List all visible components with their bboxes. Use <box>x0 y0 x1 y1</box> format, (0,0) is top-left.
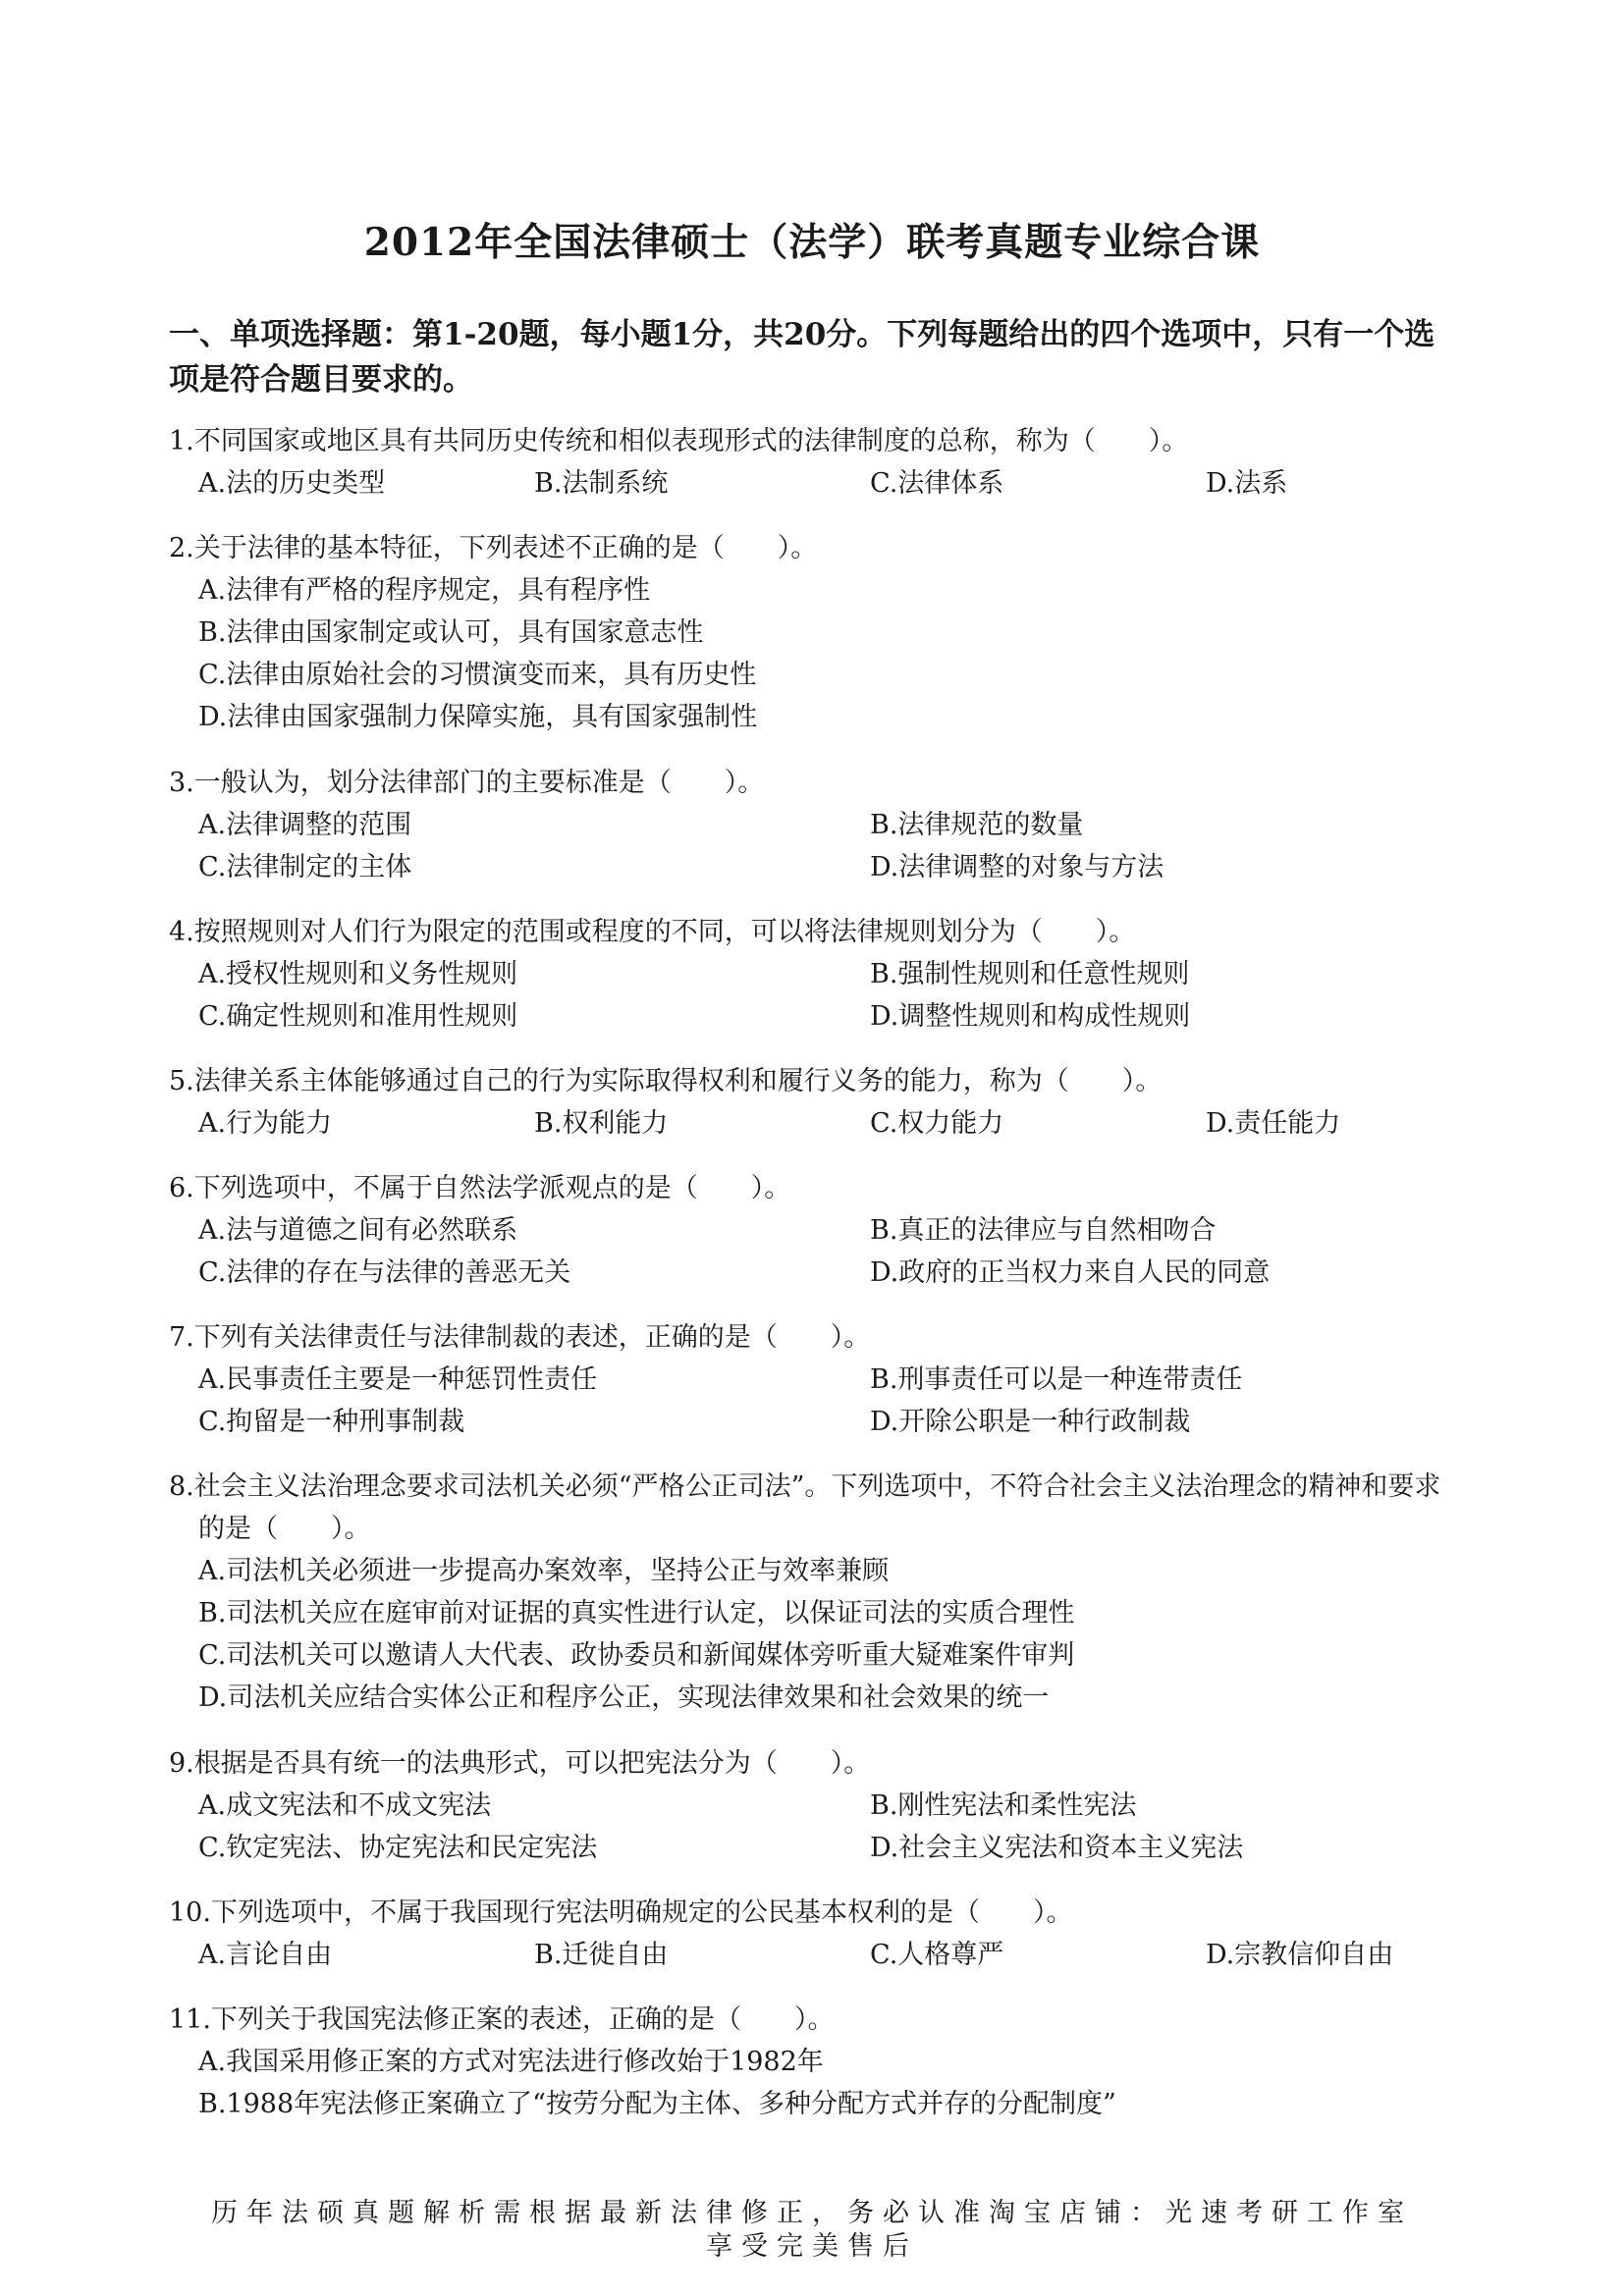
option-b: B.真正的法律应与自然相吻合 <box>870 1215 1217 1246</box>
option-d: D.法律调整的对象与方法 <box>870 852 1164 882</box>
footer-notice <box>0 2197 1624 2264</box>
option-a: A.言论自由 <box>198 1940 333 1970</box>
option-c: C.法律由原始社会的习惯演变而来，具有历史性 <box>198 660 757 690</box>
option-d: D.开除公职是一种行政制裁 <box>870 1407 1191 1437</box>
question-stem: 4.按照规则对人们行为限定的范围或程度的不同，可以将法律规则划分为（ ）。 <box>169 917 1136 947</box>
question-stem: 2.关于法律的基本特征，下列表述不正确的是（ ）。 <box>169 533 818 563</box>
question-3 <box>169 762 1475 888</box>
question-11 <box>169 1999 1475 2125</box>
option-list <box>169 953 1475 1038</box>
question-10 <box>169 1892 1475 1976</box>
option-a: A.授权性规则和义务性规则 <box>198 959 518 989</box>
option-list <box>169 569 1475 738</box>
question-4 <box>169 911 1475 1038</box>
question-stem: 9.根据是否具有统一的法典形式，可以把宪法分为（ ）。 <box>169 1748 871 1779</box>
question-6 <box>169 1167 1475 1294</box>
option-d: D.社会主义宪法和资本主义宪法 <box>870 1833 1244 1863</box>
question-stem: 5.法律关系主体能够通过自己的行为实际取得权利和履行义务的能力，称为（ ）。 <box>169 1066 1163 1096</box>
option-a: A.民事责任主要是一种惩罚性责任 <box>198 1364 598 1395</box>
option-list <box>169 1359 1475 1443</box>
option-c: C.法律体系 <box>870 468 1004 499</box>
option-list <box>169 1785 1475 1869</box>
question-stem: 1.不同国家或地区具有共同历史传统和相似表现形式的法律制度的总称，称为（ ）。 <box>169 426 1189 456</box>
question-stem: 10.下列选项中，不属于我国现行宪法明确规定的公民基本权利的是（ ）。 <box>169 1897 1073 1928</box>
option-list <box>169 462 1475 505</box>
option-c: C.法律的存在与法律的善恶无关 <box>198 1257 571 1288</box>
question-stem: 8.社会主义法治理念要求司法机关必须“严格公正司法”。下列选项中，不符合社会主义法治理念的精神和要求的是（ ）。 <box>169 1471 1441 1544</box>
option-list <box>169 1102 1475 1145</box>
option-c: C.确定性规则和准用性规则 <box>198 1001 518 1032</box>
option-list <box>169 1209 1475 1294</box>
option-d: D.调整性规则和构成性规则 <box>870 1001 1191 1032</box>
page-title: 2012年全国法律硕士（法学）联考真题专业综合课 <box>363 220 1261 265</box>
option-c: C.钦定宪法、协定宪法和民定宪法 <box>198 1833 598 1863</box>
option-list <box>169 2041 1475 2125</box>
question-5 <box>169 1060 1475 1145</box>
option-c: C.法律制定的主体 <box>198 852 412 882</box>
option-list <box>169 1550 1465 1719</box>
question-9 <box>169 1742 1475 1869</box>
option-c: C.人格尊严 <box>870 1940 1004 1970</box>
option-list <box>169 1934 1475 1976</box>
question-stem: 11.下列关于我国宪法修正案的表述，正确的是（ ）。 <box>169 2004 835 2035</box>
option-c: C.权力能力 <box>870 1108 1004 1139</box>
option-b: B.刑事责任可以是一种连带责任 <box>870 1364 1243 1395</box>
question-8 <box>169 1466 1465 1719</box>
option-b: B.法律由国家制定或认可，具有国家意志性 <box>198 617 704 648</box>
option-list <box>169 804 1475 888</box>
footer-line-1: 历年法硕真题解析需根据最新法律修正，务必认准淘宝店铺：光速考研工作室 <box>211 2198 1413 2228</box>
option-a: A.成文宪法和不成文宪法 <box>198 1790 492 1821</box>
option-d: D.宗教信仰自由 <box>1206 1940 1394 1970</box>
option-d: D.法系 <box>1206 468 1288 499</box>
option-a: A.法律有严格的程序规定，具有程序性 <box>198 575 651 606</box>
option-d: D.政府的正当权力来自人民的同意 <box>870 1257 1271 1288</box>
option-a: A.司法机关必须进一步提高办案效率，坚持公正与效率兼顾 <box>198 1556 890 1586</box>
option-b: B.权利能力 <box>534 1108 669 1139</box>
option-b: B.司法机关应在庭审前对证据的真实性进行认定，以保证司法的实质合理性 <box>198 1598 1075 1629</box>
section-heading: 一、单项选择题：第1-20题，每小题1分，共20分。下列每题给出的四个选项中，只有一个选项是符合题目要求的。 <box>169 317 1435 398</box>
option-d: D.法律由国家强制力保障实施，具有国家强制性 <box>198 702 758 732</box>
option-b: B.法制系统 <box>534 468 669 499</box>
question-stem: 3.一般认为，划分法律部门的主要标准是（ ）。 <box>169 768 765 798</box>
option-b: B.迁徙自由 <box>534 1940 669 1970</box>
question-stem: 7.下列有关法律责任与法律制裁的表述，正确的是（ ）。 <box>169 1322 871 1353</box>
option-d: D.司法机关应结合实体公正和程序公正，实现法律效果和社会效果的统一 <box>198 1682 1050 1713</box>
option-b: B.强制性规则和任意性规则 <box>870 959 1190 989</box>
option-a: A.行为能力 <box>198 1108 333 1139</box>
footer-line-2: 享受完美售后 <box>706 2231 918 2262</box>
question-1 <box>169 420 1475 505</box>
option-b: B.刚性宪法和柔性宪法 <box>870 1790 1137 1821</box>
option-c: C.拘留是一种刑事制裁 <box>198 1407 465 1437</box>
option-a: A.法律调整的范围 <box>198 810 412 840</box>
option-b: B.法律规范的数量 <box>870 810 1084 840</box>
option-b: B.1988年宪法修正案确立了“按劳分配为主体、多种分配方式并存的分配制度” <box>198 2089 1116 2119</box>
question-7 <box>169 1316 1475 1443</box>
question-2 <box>169 527 1475 738</box>
option-d: D.责任能力 <box>1206 1108 1341 1139</box>
option-a: A.法与道德之间有必然联系 <box>198 1215 518 1246</box>
option-c: C.司法机关可以邀请人大代表、政协委员和新闻媒体旁听重大疑难案件审判 <box>198 1640 1075 1671</box>
option-a: A.我国采用修正案的方式对宪法进行修改始于1982年 <box>198 2047 824 2077</box>
question-stem: 6.下列选项中，不属于自然法学派观点的是（ ）。 <box>169 1173 791 1203</box>
option-a: A.法的历史类型 <box>198 468 386 499</box>
